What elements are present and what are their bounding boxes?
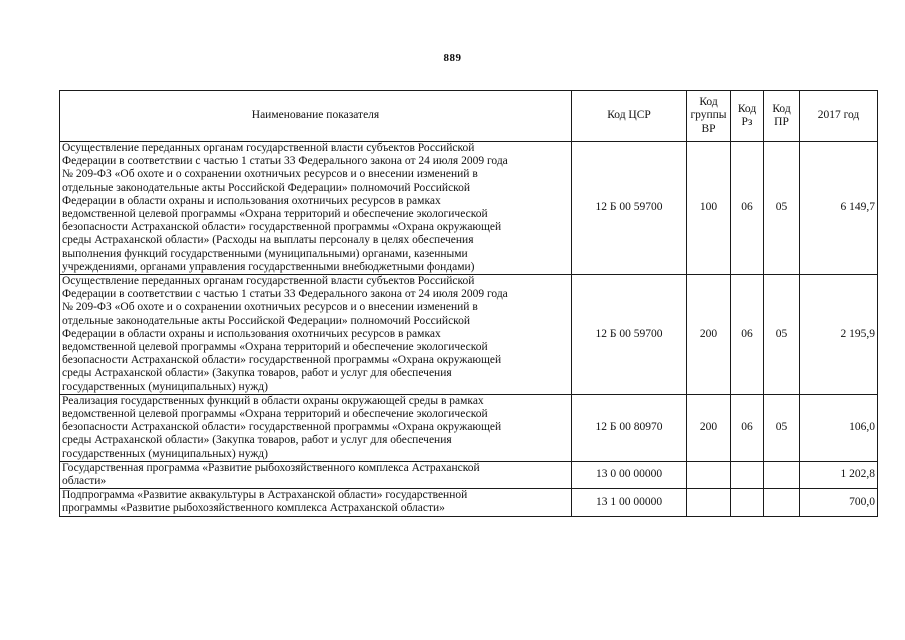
table-row <box>60 275 878 395</box>
row-rz <box>731 461 764 488</box>
row-name: Осуществление переданных органам государственной власти субъектов Российской Федерации в соответствии с частью 1 статьи 33 Федерального закона от 24 июля 2009 года № 209-ФЗ «Об охоте и о сохранении охотничьих ресурсов и о внесении изменений в отдельные законодательные акты Российской Федерации» полномочий Российской Федерации в области охраны и использования охотничьих ресурсов в рамках ведомственной целевой программы «Охрана территорий и обеспечение экологической безопасности Астраханской области» государственной программы «Охрана окружающей среды Астраханской области» (Закупка товаров, работ и услуг для обеспечения государственных (муниципальных) нужд) <box>60 275 572 395</box>
row-amount: 6 149,7 <box>800 142 878 275</box>
row-pr: 05 <box>764 275 800 395</box>
row-vr <box>687 461 731 488</box>
table-row <box>60 142 878 275</box>
row-csr: 13 1 00 00000 <box>572 489 687 516</box>
header-rz: Код Рз <box>731 91 764 142</box>
row-name: Осуществление переданных органам государственной власти субъектов Российской Федерации в соответствии с частью 1 статьи 33 Федерального закона от 24 июля 2009 года № 209-ФЗ «Об охоте и о сохранении охотничьих ресурсов и о внесении изменений в отдельные законодательные акты Российской Федерации» полномочий Российской Федерации в области охраны и использования охотничьих ресурсов в рамках ведомственной целевой программы «Охрана территорий и обеспечение экологической безопасности Астраханской области» государственной программы «Охрана окружающей среды Астраханской области» (Расходы на выплаты персоналу в целях обеспечения выполнения функций государственными (муниципальными) органами, казенными учреждениями, органами управления государственными внебюджетными фондами) <box>60 142 572 275</box>
row-pr <box>764 489 800 516</box>
row-rz: 06 <box>731 142 764 275</box>
row-pr: 05 <box>764 394 800 461</box>
row-csr: 12 Б 00 80970 <box>572 394 687 461</box>
row-rz: 06 <box>731 275 764 395</box>
header-pr: Код ПР <box>764 91 800 142</box>
row-vr: 200 <box>687 394 731 461</box>
row-amount: 700,0 <box>800 489 878 516</box>
header-csr: Код ЦСР <box>572 91 687 142</box>
row-pr <box>764 461 800 488</box>
row-vr <box>687 489 731 516</box>
row-vr: 200 <box>687 275 731 395</box>
row-amount: 1 202,8 <box>800 461 878 488</box>
row-amount: 2 195,9 <box>800 275 878 395</box>
row-amount: 106,0 <box>800 394 878 461</box>
table-row <box>60 489 878 516</box>
table-row <box>60 461 878 488</box>
row-pr: 05 <box>764 142 800 275</box>
budget-table <box>59 90 878 517</box>
row-name: Подпрограмма «Развитие аквакультуры в Астраханской области» государственной программы «Развитие рыбохозяйственного комплекса Астраханской области» <box>60 489 572 516</box>
table-header-row <box>60 91 878 142</box>
header-vr: Код группы ВР <box>687 91 731 142</box>
table-row <box>60 394 878 461</box>
row-rz: 06 <box>731 394 764 461</box>
page-number: 889 <box>443 52 462 64</box>
row-csr: 12 Б 00 59700 <box>572 142 687 275</box>
row-vr: 100 <box>687 142 731 275</box>
row-rz <box>731 489 764 516</box>
row-name: Реализация государственных функций в области охраны окружающей среды в рамках ведомственной целевой программы «Охрана территорий и обеспечение экологической безопасности Астраханской области» государственной программы «Охрана окружающей среды Астраханской области» (Закупка товаров, работ и услуг для обеспечения государственных (муниципальных) нужд) <box>60 394 572 461</box>
row-name: Государственная программа «Развитие рыбохозяйственного комплекса Астраханской области» <box>60 461 572 488</box>
row-csr: 12 Б 00 59700 <box>572 275 687 395</box>
header-name: Наименование показателя <box>60 91 572 142</box>
header-year: 2017 год <box>800 91 878 142</box>
row-csr: 13 0 00 00000 <box>572 461 687 488</box>
